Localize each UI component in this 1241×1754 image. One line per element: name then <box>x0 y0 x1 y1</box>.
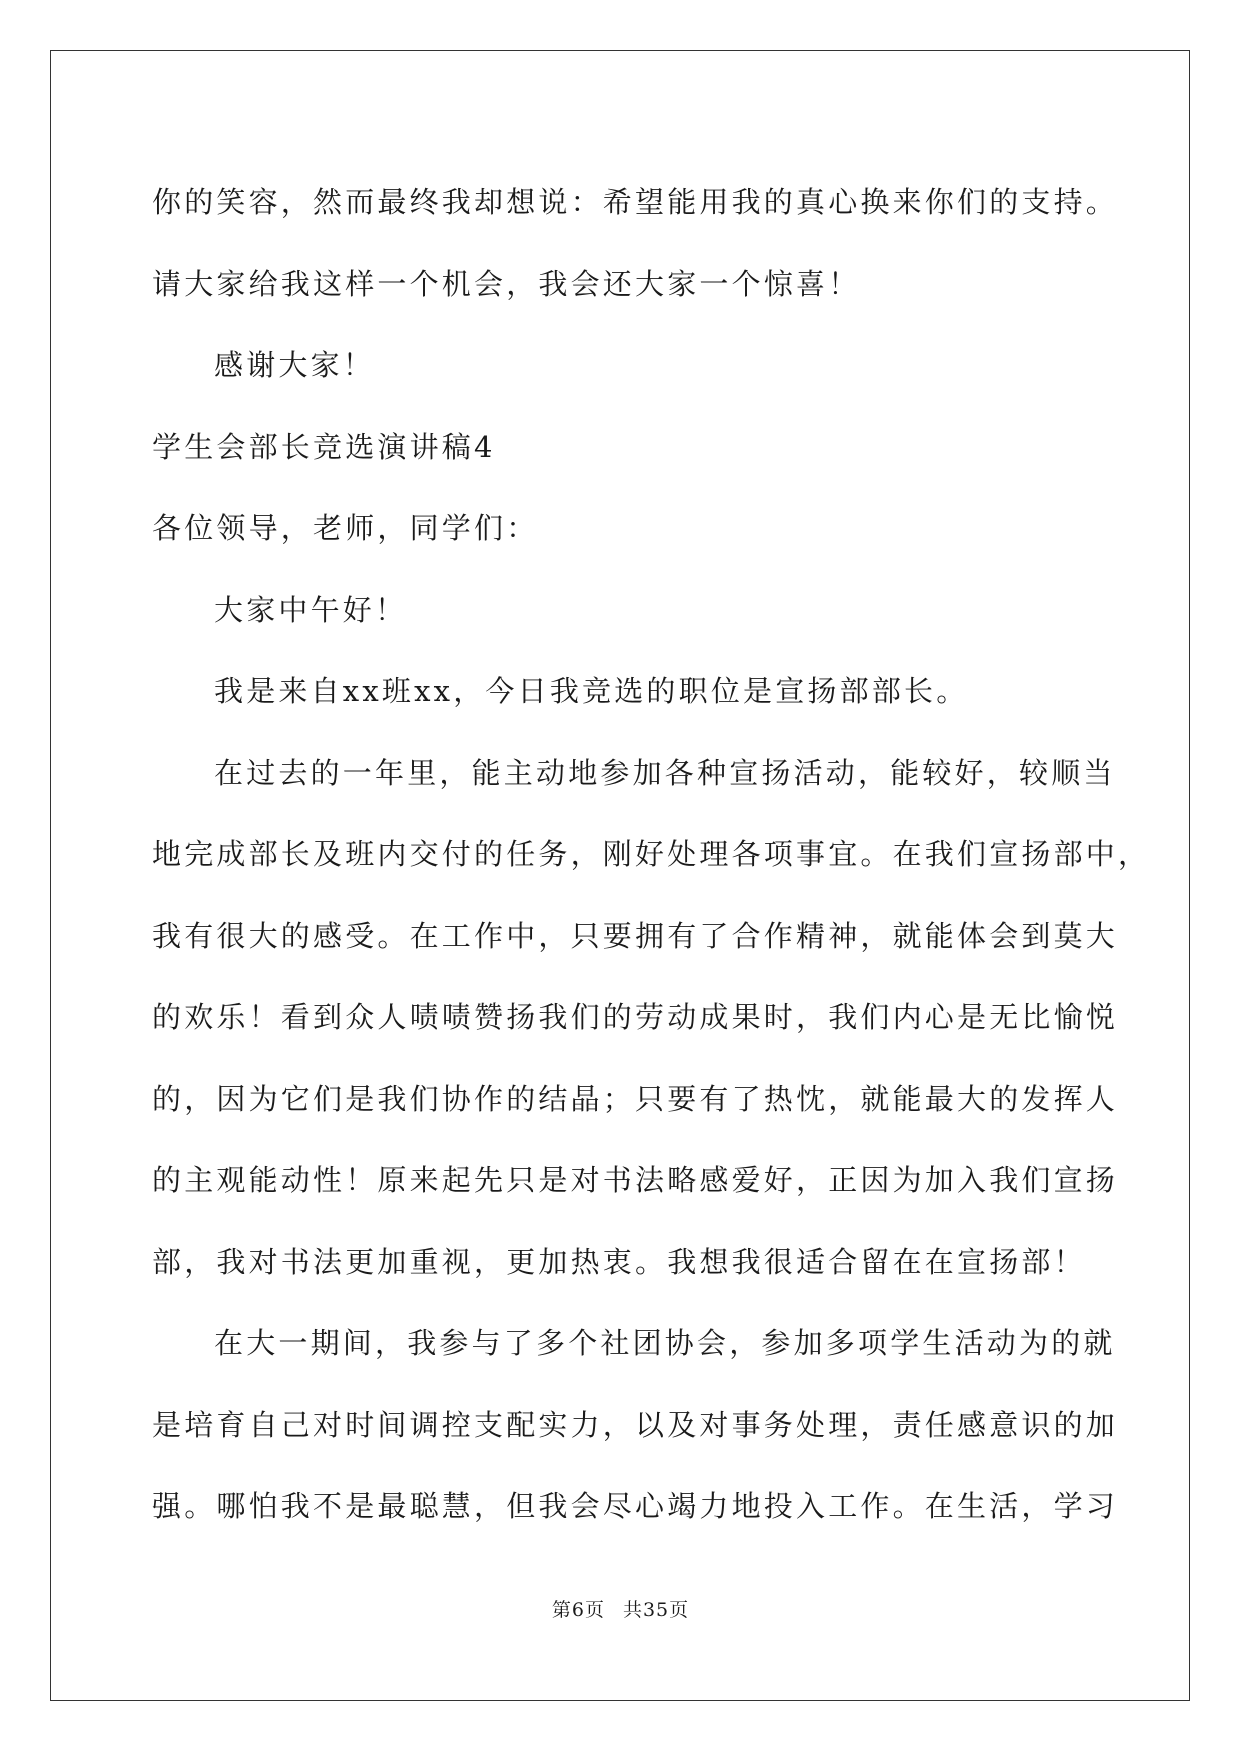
text-line: 你的笑容，然而最终我却想说：希望能用我的真心换来你们的支持。 <box>152 185 1119 219</box>
text-line: 大家中午好！ <box>214 592 408 627</box>
text-line: 是培育自己对时间调控支配实力，以及对事务处理，责任感意识的加 <box>152 1407 1119 1442</box>
text-line: 我是来自xx班xx，今日我竞选的职位是宣扬部部长。 <box>214 674 969 708</box>
text-line: 在过去的一年里，能主动地参加各种宣扬活动，能较好，较顺当 <box>214 755 1116 790</box>
text-line: 地完成部长及班内交付的任务，刚好处理各项事宜。在我们宣扬部中， <box>152 837 1151 871</box>
text-line: 的，因为它们是我们协作的结晶；只要有了热忱，就能最大的发挥人 <box>152 1081 1119 1116</box>
page-number: 第6页 <box>551 1599 605 1621</box>
total-pages: 共35页 <box>622 1599 690 1621</box>
text-line: 请大家给我这样一个机会，我会还大家一个惊喜！ <box>152 266 861 301</box>
text-line: 感谢大家！ <box>214 348 376 382</box>
text-line: 强。哪怕我不是最聪慧，但我会尽心竭力地投入工作。在生活，学习 <box>152 1489 1119 1523</box>
text-line: 部，我对书法更加重视，更加热衷。我想我很适合留在在宣扬部！ <box>152 1244 1086 1279</box>
text-line: 各位领导，老师，同学们： <box>152 511 539 545</box>
text-line: 的欢乐！看到众人啧啧赞扬我们的劳动成果时，我们内心是无比愉悦 <box>152 1000 1119 1034</box>
text-line: 学生会部长竞选演讲稿4 <box>152 429 496 464</box>
page-footer <box>0 1595 1241 1622</box>
document-body <box>152 162 1151 1548</box>
text-line: 在大一期间，我参与了多个社团协会，参加多项学生活动为的就 <box>214 1326 1116 1360</box>
text-line: 的主观能动性！原来起先只是对书法略感爱好，正因为加入我们宣扬 <box>152 1163 1119 1197</box>
text-line: 我有很大的感受。在工作中，只要拥有了合作精神，就能体会到莫大 <box>152 918 1119 953</box>
